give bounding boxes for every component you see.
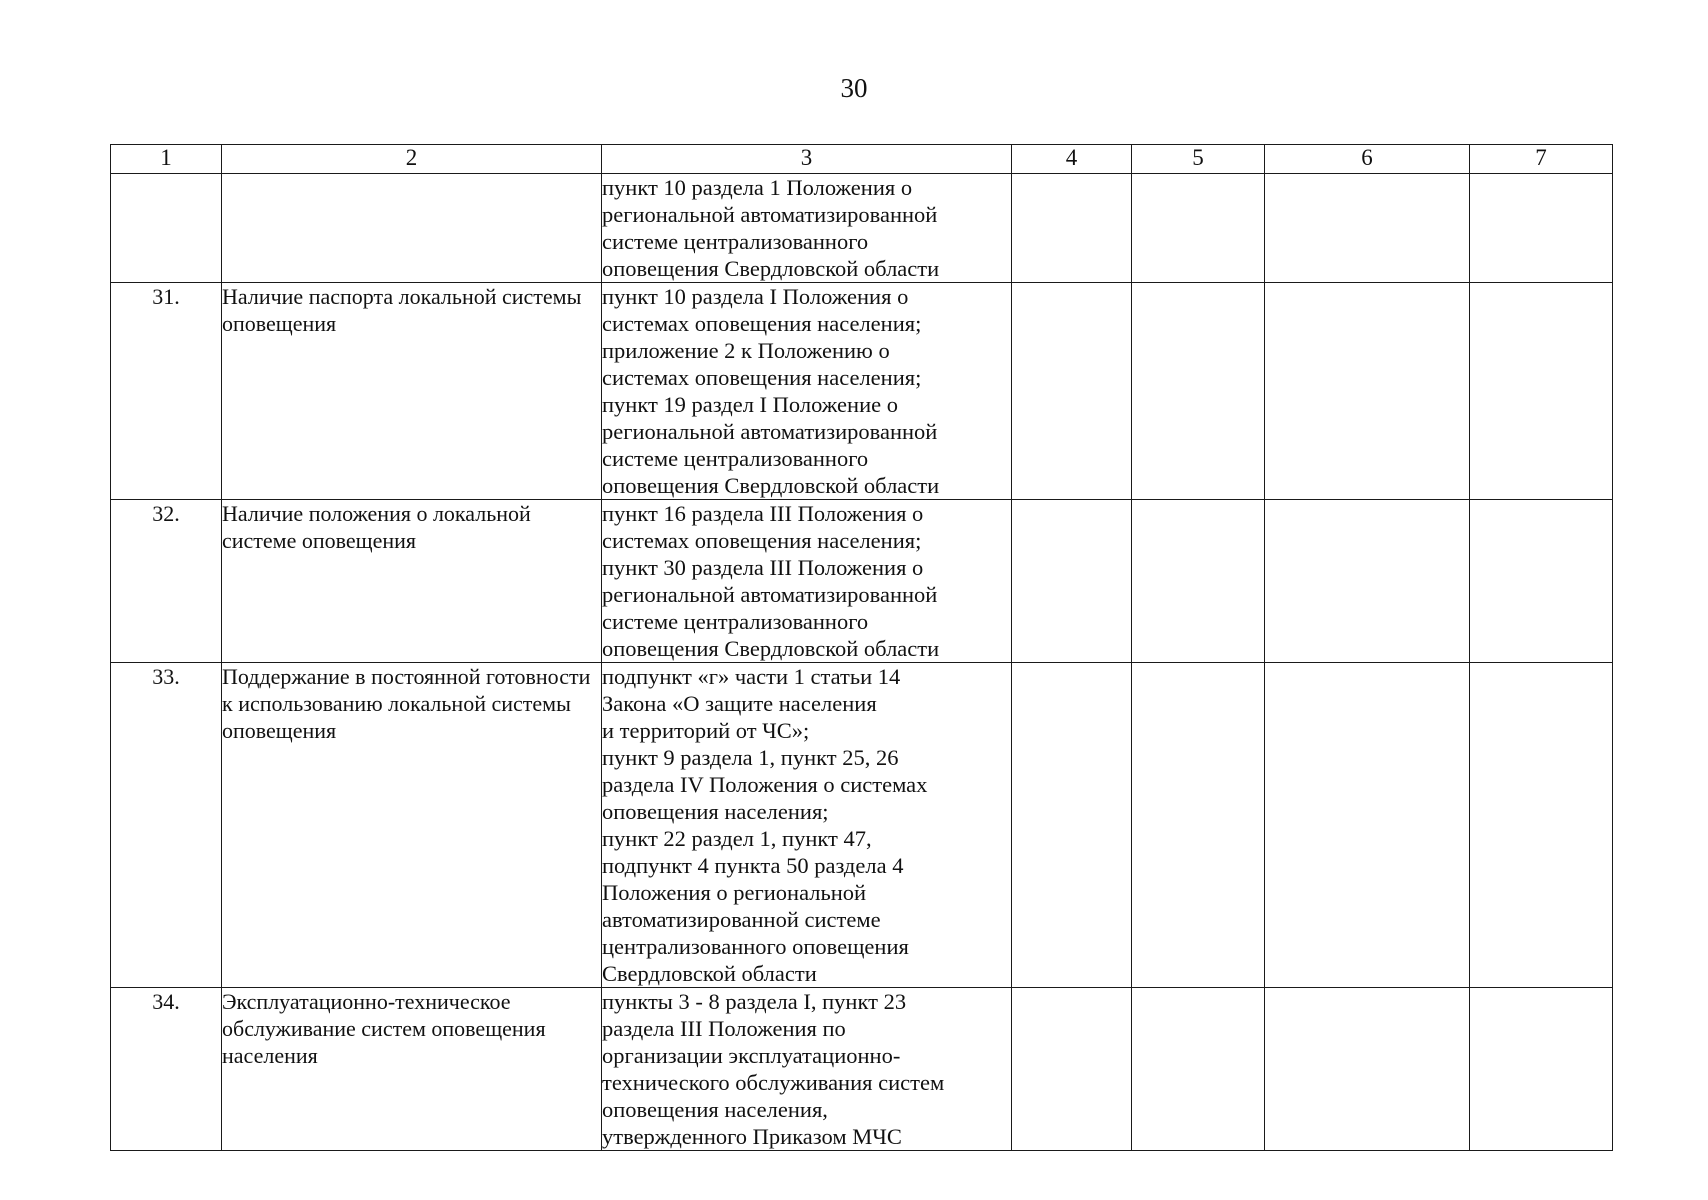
legal-basis-line: системе централизованного: [602, 609, 869, 634]
legal-basis: [602, 988, 1012, 1151]
legal-basis-line: региональной автоматизированной: [602, 202, 938, 227]
requirements-table: [110, 144, 1613, 1151]
requirement-name: [222, 174, 602, 283]
legal-basis-line: системах оповещения населения;: [602, 528, 922, 553]
legal-basis-line: Закона «О защите населения: [602, 691, 877, 716]
empty-cell-col-5: [1132, 283, 1265, 500]
legal-basis-line: пункт 10 раздела 1 Положения о: [602, 175, 913, 200]
legal-basis-line: раздела III Положения по: [602, 1016, 846, 1041]
legal-basis-line: подпункт «г» части 1 статьи 14: [602, 664, 901, 689]
legal-basis-line: пункт 16 раздела III Положения о: [602, 501, 924, 526]
legal-basis-line: региональной автоматизированной: [602, 419, 938, 444]
row-number: 31.: [111, 283, 222, 500]
table-row: [111, 663, 1613, 988]
empty-cell-col-4: [1012, 988, 1132, 1151]
legal-basis-line: оповещения населения;: [602, 799, 829, 824]
table-row: [111, 988, 1613, 1151]
legal-basis-line: подпункт 4 пункта 50 раздела 4: [602, 853, 904, 878]
legal-basis-line: приложение 2 к Положению о: [602, 338, 890, 363]
legal-basis: [602, 500, 1012, 663]
table-body: [111, 174, 1613, 1151]
legal-basis-line: системах оповещения населения;: [602, 365, 922, 390]
legal-basis-line: автоматизированной системе: [602, 907, 881, 932]
legal-basis-line: пункты 3 - 8 раздела I, пункт 23: [602, 989, 907, 1014]
table-row: [111, 283, 1613, 500]
empty-cell-col-4: [1012, 500, 1132, 663]
legal-basis: [602, 663, 1012, 988]
empty-cell-col-5: [1132, 663, 1265, 988]
legal-basis-line: централизованного оповещения: [602, 934, 909, 959]
legal-basis-line: региональной автоматизированной: [602, 582, 938, 607]
column-header-2: 2: [222, 145, 602, 174]
legal-basis-line: пункт 22 раздел 1, пункт 47,: [602, 826, 872, 851]
column-header-4: 4: [1012, 145, 1132, 174]
legal-basis-line: технического обслуживания систем: [602, 1070, 945, 1095]
column-header-7: 7: [1470, 145, 1613, 174]
legal-basis-line: Положения о региональной: [602, 880, 867, 905]
table-header-row: [111, 145, 1613, 174]
page-number: 30: [840, 73, 868, 103]
column-header-1: 1: [111, 145, 222, 174]
table-row: [111, 500, 1613, 663]
legal-basis-line: оповещения Свердловской области: [602, 636, 940, 661]
row-number: 34.: [111, 988, 222, 1151]
requirement-name: Наличие положения о локальной системе оповещения: [222, 500, 602, 663]
empty-cell-col-7: [1470, 500, 1613, 663]
legal-basis-line: оповещения Свердловской области: [602, 473, 940, 498]
requirement-name: Наличие паспорта локальной системы оповещения: [222, 283, 602, 500]
legal-basis-line: и территорий от ЧС»;: [602, 718, 810, 743]
legal-basis-line: системах оповещения населения;: [602, 311, 922, 336]
empty-cell-col-6: [1265, 174, 1470, 283]
legal-basis-line: системе централизованного: [602, 446, 869, 471]
column-header-5: 5: [1132, 145, 1265, 174]
empty-cell-col-4: [1012, 663, 1132, 988]
legal-basis-line: оповещения Свердловской области: [602, 256, 940, 281]
legal-basis-line: Свердловской области: [602, 961, 817, 986]
requirement-name: Эксплуатационно-техническое обслуживание систем оповещения населения: [222, 988, 602, 1151]
empty-cell-col-4: [1012, 174, 1132, 283]
empty-cell-col-5: [1132, 500, 1265, 663]
empty-cell-col-6: [1265, 663, 1470, 988]
row-number: 33.: [111, 663, 222, 988]
legal-basis-line: пункт 9 раздела 1, пункт 25, 26: [602, 745, 899, 770]
legal-basis: [602, 283, 1012, 500]
requirement-name: Поддержание в постоянной готовности к использованию локальной системы оповещения: [222, 663, 602, 988]
legal-basis-line: пункт 19 раздел I Положение о: [602, 392, 898, 417]
legal-basis-line: утвержденного Приказом МЧС: [602, 1124, 902, 1149]
empty-cell-col-7: [1470, 174, 1613, 283]
empty-cell-col-6: [1265, 500, 1470, 663]
legal-basis-line: системе централизованного: [602, 229, 869, 254]
column-header-6: 6: [1265, 145, 1470, 174]
legal-basis-line: пункт 30 раздела III Положения о: [602, 555, 924, 580]
empty-cell-col-4: [1012, 283, 1132, 500]
legal-basis-line: оповещения населения,: [602, 1097, 828, 1122]
legal-basis-line: раздела IV Положения о системах: [602, 772, 928, 797]
empty-cell-col-5: [1132, 988, 1265, 1151]
legal-basis: [602, 174, 1012, 283]
empty-cell-col-6: [1265, 283, 1470, 500]
empty-cell-col-7: [1470, 283, 1613, 500]
row-number: 32.: [111, 500, 222, 663]
empty-cell-col-7: [1470, 988, 1613, 1151]
empty-cell-col-5: [1132, 174, 1265, 283]
empty-cell-col-6: [1265, 988, 1470, 1151]
table-row: [111, 174, 1613, 283]
legal-basis-line: пункт 10 раздела I Положения о: [602, 284, 909, 309]
row-number: [111, 174, 222, 283]
empty-cell-col-7: [1470, 663, 1613, 988]
column-header-3: 3: [602, 145, 1012, 174]
legal-basis-line: организации эксплуатационно-: [602, 1043, 901, 1068]
